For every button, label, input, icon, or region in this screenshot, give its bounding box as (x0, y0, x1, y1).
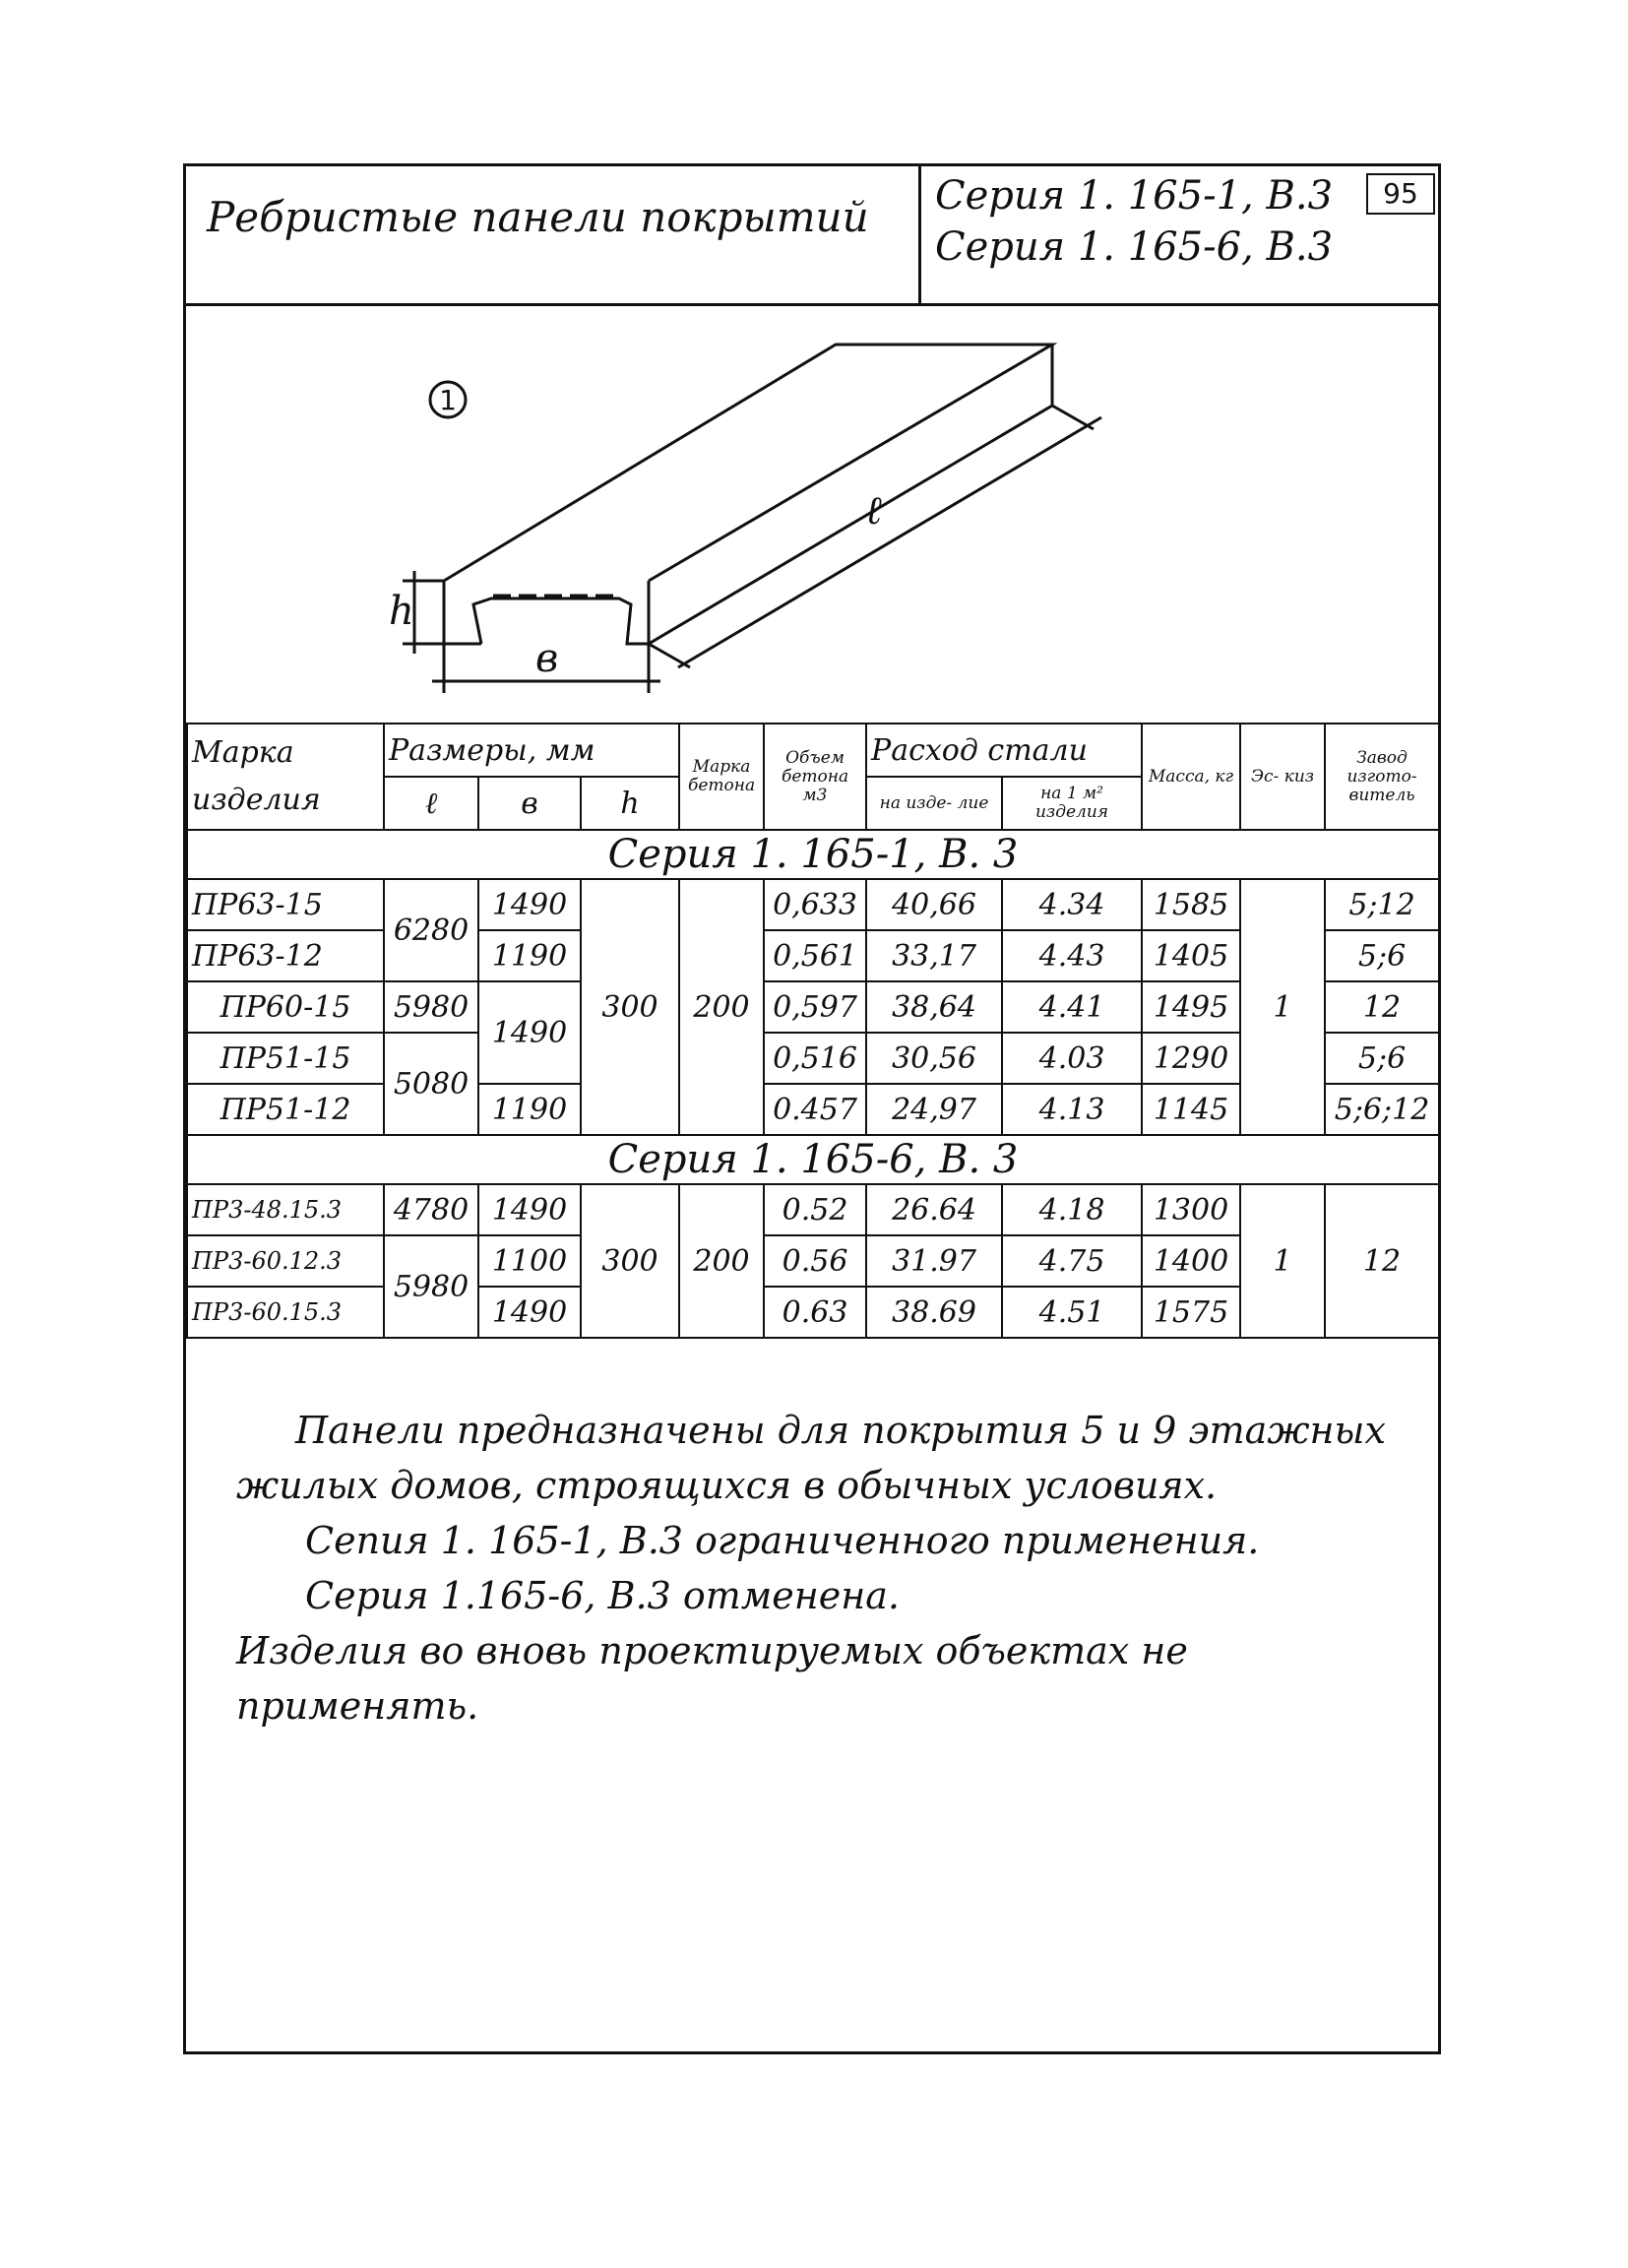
group2-series-label: Серия 1. 165-6, В. 3 (187, 1135, 1439, 1184)
panel-side-face (649, 345, 1052, 644)
series-line-2: Серия 1. 165-6, В.3 (935, 224, 1334, 270)
header-dims: Размеры, мм (384, 724, 679, 777)
cell-concrete: 200 (679, 1184, 764, 1338)
cell-mass: 1300 (1142, 1184, 1240, 1235)
cell-volume: 0,633 (764, 879, 866, 930)
cell-b: 1490 (478, 1287, 581, 1338)
note-paragraph: Панели предназначены для покрытия 5 и 9 этажных жилых домов, строящихся в обычных условиях. (236, 1409, 1386, 1507)
title-divider (918, 163, 921, 305)
cell-volume: 0,516 (764, 1033, 866, 1084)
cell-b: 1490 (478, 981, 581, 1084)
cell-mass: 1585 (1142, 879, 1240, 930)
cell-steel-item: 38,64 (866, 981, 1002, 1033)
row-mark: ПР3-60.15.3 (187, 1287, 384, 1338)
cell-factory: 5;6 (1325, 930, 1439, 981)
series-line-1: Серия 1. 165-1, В.3 (935, 173, 1334, 219)
panel-sketch (186, 307, 1438, 721)
cell-steel-item: 24,97 (866, 1084, 1002, 1135)
note-paragraph: Изделия во вновь проектируемых объектах не применять. (236, 1629, 1188, 1728)
header-dim-b: в (478, 777, 581, 830)
cell-factory: 12 (1325, 1184, 1439, 1338)
header-steel-item: на изде- лие (866, 777, 1002, 830)
row-mark: ПР63-15 (187, 879, 384, 930)
row-mark: ПР60-15 (187, 981, 384, 1033)
spec-table (186, 723, 1440, 1339)
header-concrete: Марка бетона (679, 724, 764, 830)
page-number: 95 (1366, 173, 1435, 215)
cell-steel-item: 38.69 (866, 1287, 1002, 1338)
cell-b: 1190 (478, 930, 581, 981)
header-steel: Расход стали (866, 724, 1142, 777)
cell-l: 6280 (384, 879, 478, 981)
cell-steel-item: 33,17 (866, 930, 1002, 981)
table-row (187, 1184, 1439, 1235)
cell-mass: 1575 (1142, 1287, 1240, 1338)
group1-series-label: Серия 1. 165-1, В. 3 (187, 830, 1439, 879)
length-label: ℓ (865, 488, 882, 534)
cell-steel-m2: 4.13 (1002, 1084, 1142, 1135)
cell-volume: 0,561 (764, 930, 866, 981)
header-volume: Объем бетона м3 (764, 724, 866, 830)
cell-steel-item: 31.97 (866, 1235, 1002, 1287)
cell-b: 1100 (478, 1235, 581, 1287)
cell-steel-m2: 4.75 (1002, 1235, 1142, 1287)
row-mark: ПР3-48.15.3 (187, 1184, 384, 1235)
cell-b: 1190 (478, 1084, 581, 1135)
cell-b: 1490 (478, 1184, 581, 1235)
header-mark: Марка изделия (187, 724, 384, 830)
cell-h: 300 (581, 879, 679, 1135)
header-sketch: Эс- киз (1240, 724, 1325, 830)
row-mark: ПР51-15 (187, 1033, 384, 1084)
cell-steel-item: 26.64 (866, 1184, 1002, 1235)
document-title: Ребристые панели покрытий (207, 193, 869, 241)
cell-volume: 0.63 (764, 1287, 866, 1338)
l-dim-line (678, 417, 1101, 667)
cell-volume: 0.457 (764, 1084, 866, 1135)
header-dim-h: h (581, 777, 679, 830)
cell-sketch: 1 (1240, 1184, 1325, 1338)
cell-volume: 0.52 (764, 1184, 866, 1235)
cell-steel-m2: 4.03 (1002, 1033, 1142, 1084)
cell-steel-m2: 4.43 (1002, 930, 1142, 981)
table-row (187, 879, 1439, 930)
cell-volume: 0.56 (764, 1235, 866, 1287)
cell-factory: 5;12 (1325, 879, 1439, 930)
cell-l: 5980 (384, 1235, 478, 1338)
cell-l: 5080 (384, 1033, 478, 1135)
cell-steel-item: 30,56 (866, 1033, 1002, 1084)
panel-rib-section (473, 598, 649, 644)
header-dim-l: ℓ (384, 777, 478, 830)
note-paragraph: Серия 1.165-6, В.3 отменена. (305, 1574, 901, 1617)
cell-sketch: 1 (1240, 879, 1325, 1135)
cell-h: 300 (581, 1184, 679, 1338)
width-label: в (535, 636, 559, 681)
callout-number: 1 (439, 384, 457, 416)
cell-factory: 12 (1325, 981, 1439, 1033)
cell-mass: 1145 (1142, 1084, 1240, 1135)
row-mark: ПР3-60.12.3 (187, 1235, 384, 1287)
cell-b: 1490 (478, 879, 581, 930)
cell-steel-m2: 4.51 (1002, 1287, 1142, 1338)
header-steel-m2: на 1 м² изделия (1002, 777, 1142, 830)
cell-mass: 1290 (1142, 1033, 1240, 1084)
cell-mass: 1495 (1142, 981, 1240, 1033)
cell-factory: 5;6 (1325, 1033, 1439, 1084)
header-mass: Масса, кг (1142, 724, 1240, 830)
row-mark: ПР63-12 (187, 930, 384, 981)
row-mark: ПР51-12 (187, 1084, 384, 1135)
note-paragraph: Сепия 1. 165-1, В.3 ограниченного применения. (305, 1519, 1260, 1562)
cell-l: 4780 (384, 1184, 478, 1235)
cell-steel-m2: 4.34 (1002, 879, 1142, 930)
title-bottom-rule (183, 303, 1441, 306)
header-factory: Завод изгото- витель (1325, 724, 1439, 830)
cell-l: 5980 (384, 981, 478, 1033)
cell-mass: 1405 (1142, 930, 1240, 981)
cell-steel-m2: 4.41 (1002, 981, 1142, 1033)
cell-concrete: 200 (679, 879, 764, 1135)
cell-steel-item: 40,66 (866, 879, 1002, 930)
height-label: h (389, 589, 414, 634)
cell-volume: 0,597 (764, 981, 866, 1033)
cell-mass: 1400 (1142, 1235, 1240, 1287)
panel-top-face (444, 345, 1052, 581)
cell-factory: 5;6;12 (1325, 1084, 1439, 1135)
notes-block (236, 1403, 1408, 1733)
cell-steel-m2: 4.18 (1002, 1184, 1142, 1235)
